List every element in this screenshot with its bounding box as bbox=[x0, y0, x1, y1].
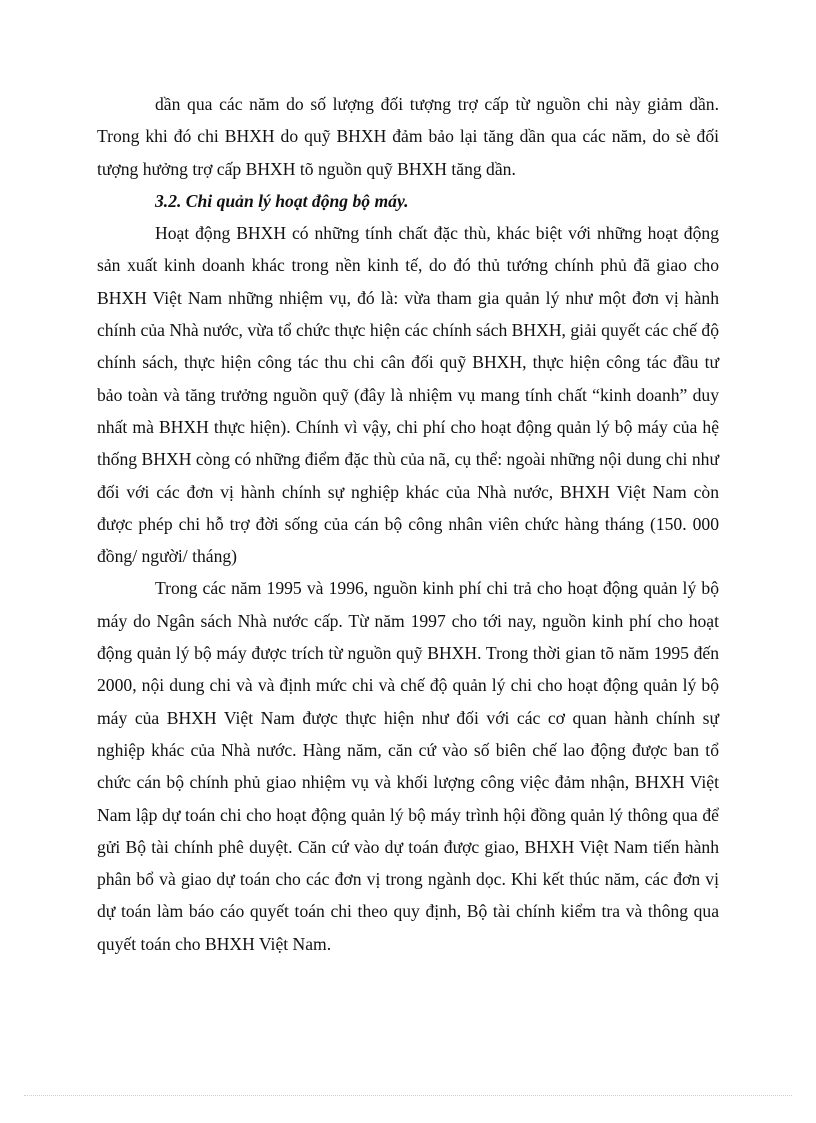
paragraph-funding: Trong các năm 1995 và 1996, nguồn kinh phí chi trả cho hoạt động quản lý bộ máy do Ngân sách Nhà nước cấp. Từ năm 1997 cho tới nay, nguồn kinh phí cho hoạt động quản lý bộ máy được trích từ nguồn quỹ BHXH. Trong thời gian tõ năm 1995 đến 2000, nội dung chi và và định mức chi và chế độ quản lý chi cho hoạt động quản lý bộ máy của BHXH Việt Nam được thực hiện như đối với các cơ quan hành chính sự nghiệp khác của Nhà nước. Hàng năm, căn cứ vào số biên chế lao động được ban tổ chức cán bộ chính phủ giao nhiệm vụ và khối lượng công việc đảm nhận, BHXH Việt Nam lập dự toán chi cho hoạt động quản lý bộ máy trình hội đồng quản lý thông qua để gửi Bộ tài chính phê duyệt. Căn cứ vào dự toán được giao, BHXH Việt Nam tiến hành phân bổ và giao dự toán cho các đơn vị trong ngành dọc. Khi kết thúc năm, các đơn vị dự toán làm báo cáo quyết toán chi theo quy định, Bộ tài chính kiểm tra và thông qua quyết toán cho BHXH Việt Nam. bbox=[97, 578, 719, 954]
page-bottom-divider bbox=[24, 1095, 792, 1096]
document-page bbox=[97, 88, 719, 960]
paragraph-continuation: dần qua các năm do số lượng đối tượng trợ cấp từ nguồn chi này giảm dần. Trong khi đó chi BHXH do quỹ BHXH đảm bảo lại tăng dần qua các năm, do sè đối tượng hưởng trợ cấp BHXH tõ nguồn quỹ BHXH tăng dần. bbox=[97, 94, 719, 179]
paragraph-operations: Hoạt động BHXH có những tính chất đặc thù, khác biệt với những hoạt động sản xuất kinh doanh khác trong nền kinh tế, do đó thủ tướng chính phủ đã giao cho BHXH Việt Nam những nhiệm vụ, đó là: vừa tham gia quản lý như một đơn vị hành chính của Nhà nước, vừa tổ chức thực hiện các chính sách BHXH, giải quyết các chế độ chính sách, thực hiện công tác thu chi cân đối quỹ BHXH, thực hiện công tác đầu tư bảo toàn và tăng trưởng nguồn quỹ (đây là nhiệm vụ mang tính chất “kinh doanh” duy nhất mà BHXH thực hiện). Chính vì vậy, chi phí cho hoạt động quản lý bộ máy của hệ thống BHXH còng có những điểm đặc thù của nã, cụ thể: ngoài những nội dung chi như đối với các đơn vị hành chính sự nghiệp khác của Nhà nước, BHXH Việt Nam còn được phép chi hỗ trợ đời sống của cán bộ công nhân viên chức hàng tháng (150. 000 đồng/ người/ tháng) bbox=[97, 223, 719, 567]
section-heading: 3.2. Chi quản lý hoạt động bộ máy. bbox=[155, 190, 409, 211]
